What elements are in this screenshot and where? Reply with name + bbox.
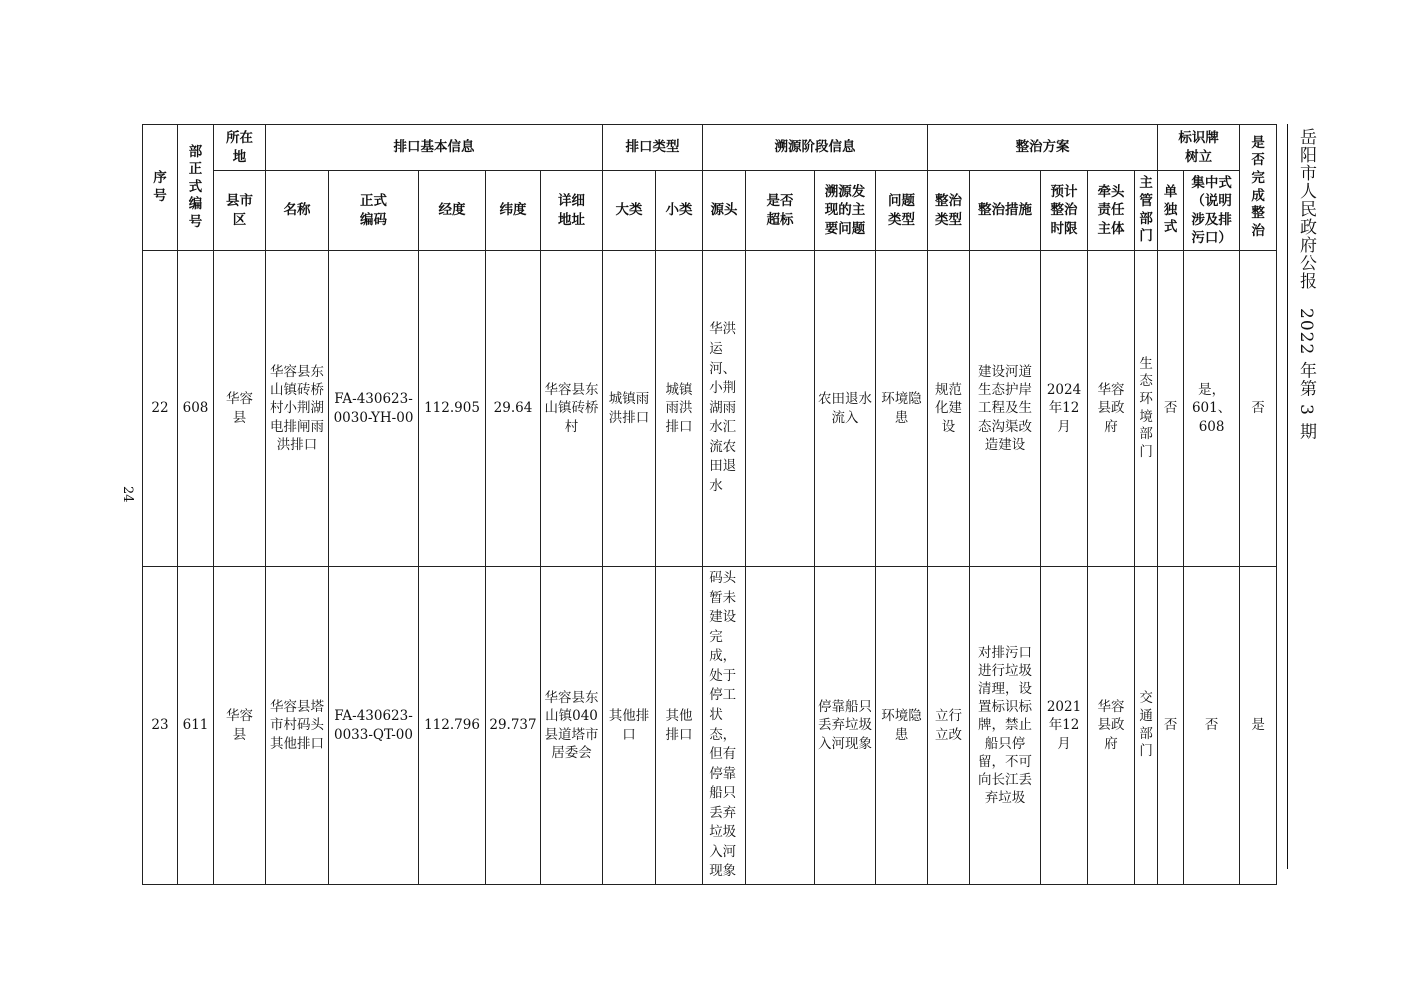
cell-deadline: 2024年12月 [1041,251,1088,567]
cell-formal-code: FA-430623-0033-QT-00 [329,567,419,885]
header-seq: 序号 [143,125,178,251]
cell-minor: 其他排口 [656,567,703,885]
cell-lat: 29.737 [486,567,541,885]
cell-code: 608 [178,251,214,567]
header-single: 单独式 [1158,171,1184,251]
header-deadline: 预计 整治 时限 [1041,171,1088,251]
header-name: 名称 [266,171,329,251]
cell-name: 华容县塔市村码头其他排口 [266,567,329,885]
table-row [143,567,1277,885]
header-sign-group: 标识牌 树立 [1158,125,1240,171]
cell-lat: 29.64 [486,251,541,567]
cell-address: 华容县东山镇040县道塔市居委会 [541,567,603,885]
cell-source: 码头暂未建设完成，处于停工状态，但有停靠船只丢弃垃圾入河现象 [703,567,746,885]
cell-measures: 对排污口进行垃圾清理，设置标识标牌，禁止船只停留，不可向长江丢弃垃圾 [970,567,1041,885]
cell-dept: 生态环境部门 [1135,251,1158,567]
cell-issue-type: 环境隐患 [876,567,928,885]
header-dept-code: 部正式编号 [178,125,214,251]
cell-lead: 华容县政府 [1088,251,1135,567]
cell-minor: 城镇雨洪排口 [656,251,703,567]
header-issue-type: 问题 类型 [876,171,928,251]
header-source: 源头 [703,171,746,251]
cell-deadline: 2021年12月 [1041,567,1088,885]
cell-plan-type: 立行立改 [928,567,970,885]
header-trace-group: 溯源阶段信息 [703,125,928,171]
cell-county: 华容县 [214,567,266,885]
cell-done: 否 [1240,251,1277,567]
header-lng: 经度 [419,171,486,251]
cell-single: 否 [1158,567,1184,885]
cell-single: 否 [1158,251,1184,567]
header-basic-info: 排口基本信息 [266,125,603,171]
cell-lead: 华容县政府 [1088,567,1135,885]
header-central: 集中式 （说明 涉及排 污口） [1184,171,1240,251]
header-minor: 小类 [656,171,703,251]
cell-measures: 建设河道生态护岸工程及生态沟渠改造建设 [970,251,1041,567]
cell-issue-type: 环境隐患 [876,251,928,567]
header-major: 大类 [603,171,656,251]
header-plan-type: 整治 类型 [928,171,970,251]
cell-exceed [746,251,815,567]
cell-done: 是 [1240,567,1277,885]
header-lead: 牵头 责任 主体 [1088,171,1135,251]
journal-title: 岳阳市人民政府公报 2022 年第 3 期 [1296,128,1316,441]
header-done: 是否完成整治 [1240,125,1277,251]
header-measures: 整治措施 [970,171,1041,251]
header-address: 详细 地址 [541,171,603,251]
cell-lng: 112.796 [419,567,486,885]
header-lat: 纬度 [486,171,541,251]
header-formal-code: 正式 编码 [329,171,419,251]
cell-central: 是， 601、 608 [1184,251,1240,567]
cell-lng: 112.905 [419,251,486,567]
cell-plan-type: 规范化建设 [928,251,970,567]
header-dept: 主管部门 [1135,171,1158,251]
cell-name: 华容县东山镇砖桥村小荆湖电排闸雨洪排口 [266,251,329,567]
cell-address: 华容县东山镇砖桥村 [541,251,603,567]
cell-issue: 农田退水流入 [815,251,876,567]
page-number: 24 [120,486,135,503]
cell-issue: 停靠船只丢弃垃圾入河现象 [815,567,876,885]
cell-seq: 23 [143,567,178,885]
table-row [143,251,1277,567]
header-exceed: 是否 超标 [746,171,815,251]
cell-major: 城镇雨洪排口 [603,251,656,567]
cell-exceed [746,567,815,885]
header-type-group: 排口类型 [603,125,703,171]
cell-source: 华洪运河、小荆湖雨水汇流农田退水 [703,251,746,567]
cell-formal-code: FA-430623-0030-YH-00 [329,251,419,567]
journal-divider [1287,124,1288,869]
header-row-2 [143,171,1277,251]
header-issue: 溯源发 现的主 要问题 [815,171,876,251]
cell-central: 否 [1184,567,1240,885]
header-location-group: 所在地 [214,125,266,171]
header-plan-group: 整治方案 [928,125,1158,171]
cell-code: 611 [178,567,214,885]
cell-major: 其他排口 [603,567,656,885]
cell-dept: 交通部门 [1135,567,1158,885]
header-county: 县市区 [214,171,266,251]
discharge-outlet-table [142,124,1277,885]
header-row-1 [143,125,1277,171]
cell-county: 华容县 [214,251,266,567]
cell-seq: 22 [143,251,178,567]
